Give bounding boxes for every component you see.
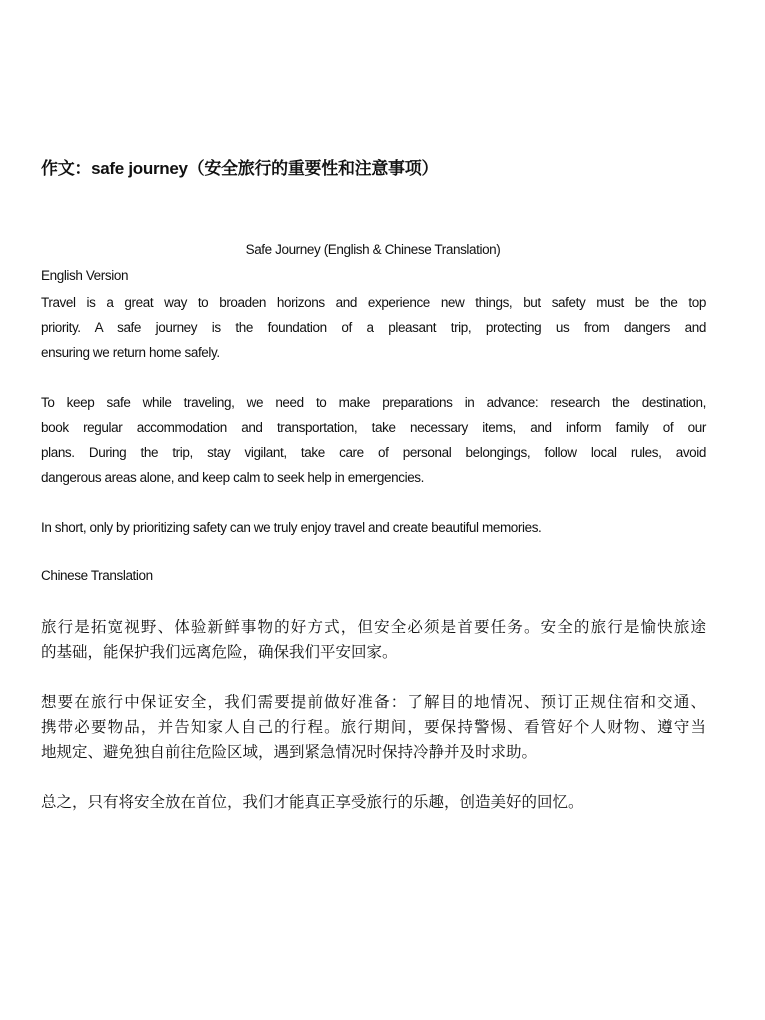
text-line: 的基础，能保护我们远离危险，确保我们平安回家。: [41, 643, 398, 661]
text-line: 总之，只有将安全放在首位，我们才能真正享受旅行的乐趣，创造美好的回忆。: [41, 793, 584, 811]
text-line: To keep safe while traveling, we need to make preparations in advance: research the destination,: [41, 395, 706, 410]
text-line: priority. A safe journey is the foundation of a pleasant trip, protecting us from dangers and: [41, 320, 706, 335]
english-paragraph-1: [41, 290, 706, 365]
english-heading: English Version: [41, 268, 129, 283]
text-line: 旅行是拓宽视野、体验新鲜事物的好方式，但安全必须是首要任务。安全的旅行是愉快旅途: [41, 618, 706, 636]
text-line: dangerous areas alone, and keep calm to seek help in emergencies.: [41, 470, 425, 485]
text-line: In short, only by prioritizing safety can we truly enjoy travel and create beautiful memories.: [41, 520, 542, 535]
text-line: plans. During the trip, stay vigilant, take care of personal belongings, follow local rules, avoid: [41, 445, 706, 460]
document-subtitle: Safe Journey (English & Chinese Translation): [245, 242, 501, 257]
chinese-paragraph-1: [41, 615, 706, 665]
text-line: 地规定、避免独自前往危险区域，遇到紧急情况时保持冷静并及时求助。: [41, 743, 538, 761]
text-line: 想要在旅行中保证安全，我们需要提前做好准备：了解目的地情况、预订正规住宿和交通、: [41, 693, 706, 711]
essay-title: 作文：safe journey（安全旅行的重要性和注意事项）: [41, 159, 439, 178]
english-paragraph-3: [41, 515, 706, 540]
chinese-paragraph-3: [41, 790, 706, 815]
english-paragraph-2: [41, 390, 706, 490]
chinese-paragraph-2: [41, 690, 706, 765]
text-line: Travel is a great way to broaden horizons and experience new things, but safety must be the top: [41, 295, 706, 310]
text-line: 携带必要物品，并告知家人自己的行程。旅行期间，要保持警惕、看管好个人财物、遵守当: [41, 718, 706, 736]
text-line: ensuring we return home safely.: [41, 345, 220, 360]
chinese-heading: Chinese Translation: [41, 568, 153, 583]
text-line: book regular accommodation and transportation, take necessary items, and inform family of our: [41, 420, 706, 435]
